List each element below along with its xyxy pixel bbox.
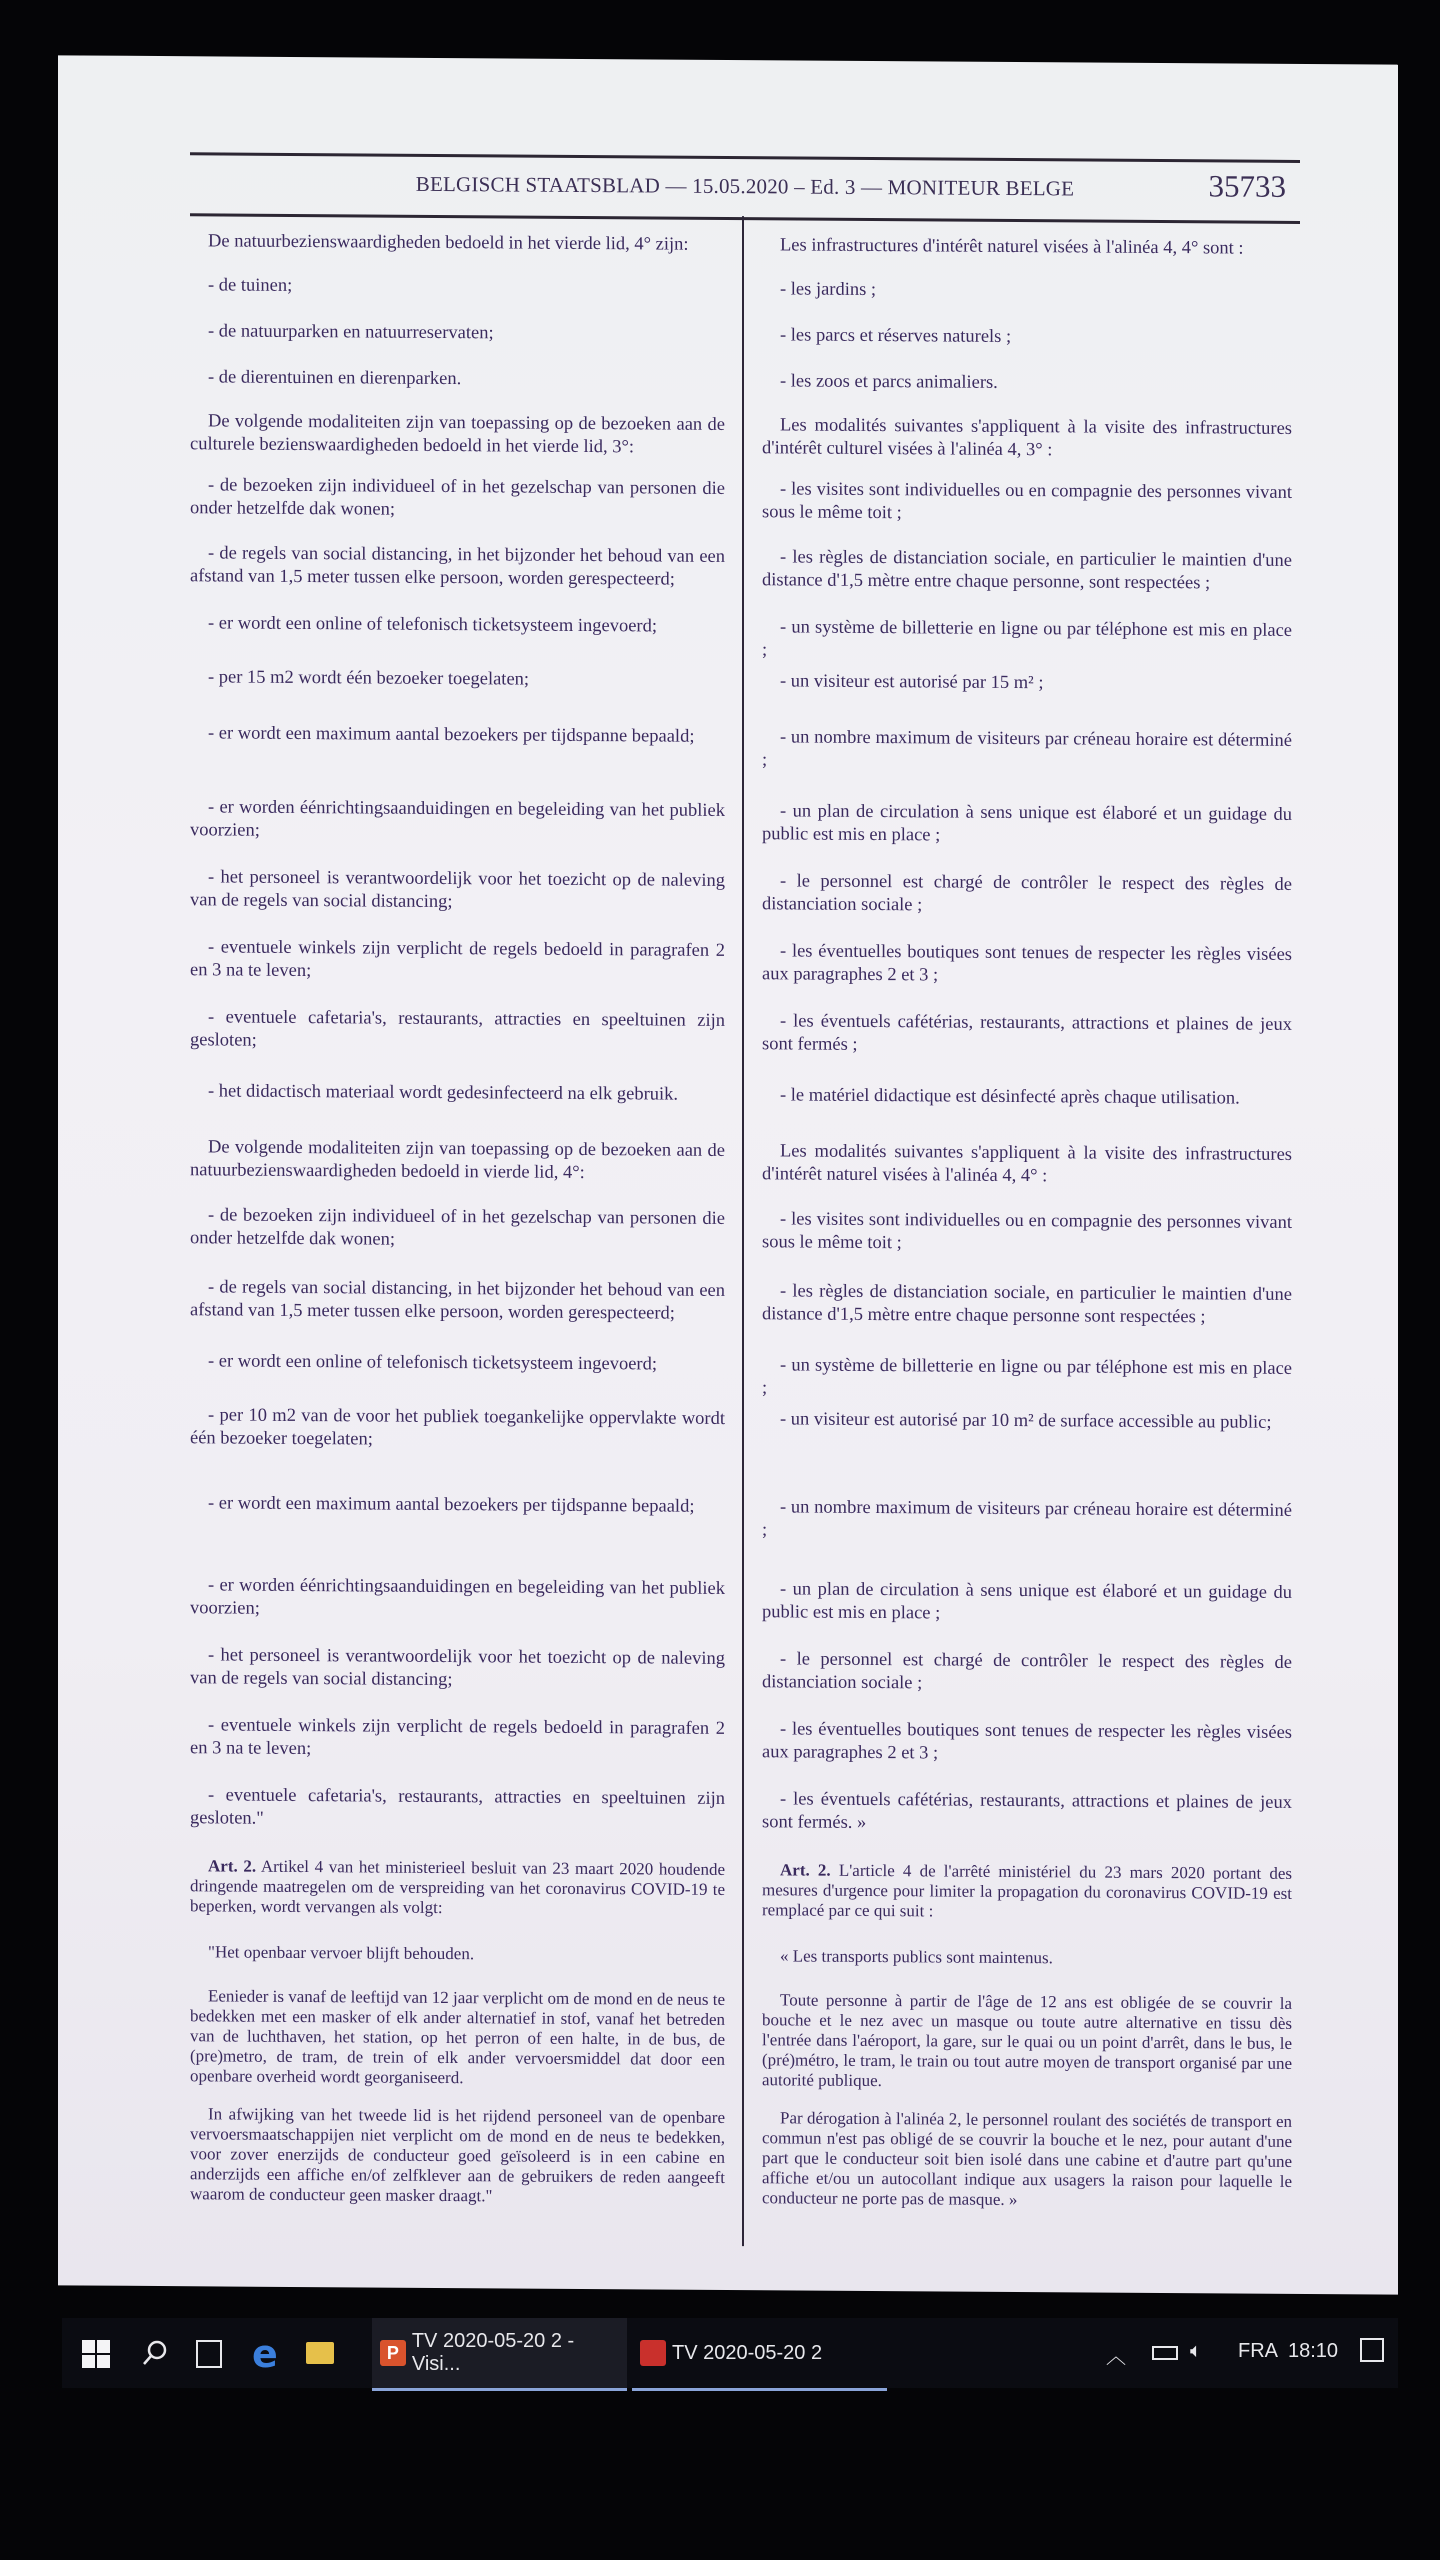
- article-label: Art. 2.: [208, 1856, 257, 1876]
- paragraph: - les jardins ;: [780, 279, 877, 301]
- paragraph: - de natuurparken en natuurreservaten;: [208, 321, 494, 344]
- paragraph: - de bezoeken zijn individueel of in het gezelschap van personen die onder hetzelfde dak wonen;: [190, 1205, 725, 1250]
- paragraph: - les éventuelles boutiques sont tenues de respecter les règles visées aux paragraphes 2 et 3 ;: [762, 941, 1292, 986]
- paragraph: - er wordt een online of telefonisch ticketsysteem ingevoerd;: [208, 613, 657, 637]
- powerpoint-icon: P: [380, 2340, 406, 2366]
- paragraph: - les zoos et parcs animaliers.: [780, 371, 998, 393]
- paragraph: - de regels van social distancing, in het bijzonder het behoud van een afstand van 1,5 meter tussen elke persoon, worden gerespecteerd;: [190, 1277, 725, 1324]
- page-header: [190, 152, 1300, 224]
- paragraph: - un plan de circulation à sens unique est élaboré et un guidage du public est mis en place ;: [762, 801, 1292, 846]
- paragraph: - er wordt een online of telefonisch ticketsysteem ingevoerd;: [208, 1351, 657, 1375]
- article-2-paragraph: [762, 1860, 1292, 1924]
- paragraph: "Het openbaar vervoer blijft behouden.: [208, 1942, 475, 1964]
- paragraph: - er wordt een maximum aantal bezoekers per tijdspanne bepaald;: [208, 723, 695, 747]
- system-tray: [1088, 2318, 1398, 2388]
- volume-icon[interactable]: 🔈︎: [1190, 2340, 1202, 2362]
- monitor-screen: [58, 55, 1398, 2294]
- paragraph: - le matériel didactique est désinfecté après chaque utilisation.: [780, 1085, 1240, 1109]
- app-icon: [640, 2340, 666, 2366]
- paragraph: Les modalités suivantes s'appliquent à la visite des infrastructures d'intérêt culturel visées à l'alinéa 4, 3° :: [762, 415, 1292, 461]
- paragraph: - un visiteur est autorisé par 10 m² de surface accessible au public;: [780, 1409, 1272, 1433]
- french-column: [762, 234, 1293, 2210]
- paragraph: - un visiteur est autorisé par 15 m² ;: [780, 671, 1044, 694]
- paragraph: - eventuele cafetaria's, restaurants, attracties en speeltuinen zijn gesloten.": [190, 1785, 725, 1829]
- edge-browser-icon[interactable]: e: [252, 2332, 278, 2376]
- article-text: Artikel 4 van het ministerieel besluit van 23 maart 2020 houdende dringende maatregelen om de verspreiding van het coronavirus COVID-19 te beperken, wordt vervangen als volgt:: [190, 1856, 726, 1918]
- paragraph: - de regels van social distancing, in het bijzonder het behoud van een afstand van 1,5 meter tussen elke persoon, worden gerespecteerd;: [190, 543, 725, 590]
- clock[interactable]: 18:10: [1288, 2340, 1339, 2362]
- taskbar-app-viewer[interactable]: [632, 2318, 887, 2391]
- file-explorer-icon[interactable]: [306, 2342, 334, 2364]
- paragraph: - un nombre maximum de visiteurs par créneau horaire est déterminé ;: [762, 727, 1292, 771]
- paragraph: - eventuele winkels zijn verplicht de regels bedoeld in paragrafen 2 en 3 na te leven;: [190, 937, 725, 982]
- paragraph: Par dérogation à l'alinéa 2, le personnel roulant des sociétés de transport en commun n'est pas obligé de se couvrir la bouche et le nez, pour autant d'une part que le conducteur soit bien isolé dans une cabine et d'autre part qu'une affiche et/ou un autocollant indique aux usagers la raison pour laquelle le conducteur ne porte pas de masque. »: [762, 2108, 1292, 2210]
- paragraph: Toute personne à partir de l'âge de 12 ans est obligée de se couvrir la bouche et le nez avec un masque ou toute autre alternative en tissu dès l'entrée dans l'aéroport, la gare, sur le quai ou un point d'arrêt, dans le bus, le (pré)métro, le tram, le train ou tout autre moyen de transport organisé par une autorité publique.: [762, 1990, 1292, 2091]
- paragraph: De volgende modaliteiten zijn van toepassing op de bezoeken aan de natuurbezienswaardigheden bedoeld in vierde lid, 4°:: [190, 1137, 725, 1183]
- taskbar-app-label: TV 2020-05-20 2: [672, 2341, 823, 2364]
- dutch-column: [190, 230, 726, 2206]
- page-number: 35733: [1208, 168, 1286, 204]
- paragraph: - per 15 m2 wordt één bezoeker toegelaten;: [208, 667, 530, 690]
- taskbar: [62, 2318, 1398, 2388]
- header-title: BELGISCH STAATSBLAD — 15.05.2020 – Ed. 3 — MONITEUR BELGE: [415, 171, 1075, 201]
- paragraph: - de dierentuinen en dierenparken.: [208, 367, 462, 390]
- language-indicator[interactable]: FRA: [1238, 2340, 1278, 2362]
- paragraph: - er worden éénrichtingsaanduidingen en begeleiding van het publiek voorzien;: [190, 1575, 725, 1619]
- paragraph: - er wordt een maximum aantal bezoekers per tijdspanne bepaald;: [208, 1493, 695, 1517]
- paragraph: - les éventuels cafétérias, restaurants, attractions et plaines de jeux sont fermés. »: [762, 1789, 1292, 1833]
- paragraph: Eenieder is vanaf de leeftijd van 12 jaar verplicht om de mond en de neus te bedekken met een masker of elk ander alternatief in stof, vanaf het betreden van de luchthaven, het station, op het perron of een halte, in de bus, de (pre)metro, de tram, de trein of elk ander vervoersmiddel dat door een openbare overheid wordt georganiseerd.: [190, 1986, 725, 2088]
- paragraph: De volgende modaliteiten zijn van toepassing op de bezoeken aan de culturele bezienswaardigheden bedoeld in het vierde lid, 3°:: [190, 411, 725, 458]
- paragraph: - les visites sont individuelles ou en compagnie des personnes vivant sous le même toit ;: [762, 479, 1292, 524]
- paragraph: - het didactisch materiaal wordt gedesinfecteerd na elk gebruik.: [208, 1081, 679, 1105]
- windows-start-icon[interactable]: [82, 2340, 110, 2368]
- paragraph: - het personeel is verantwoordelijk voor het toezicht op de naleving van de regels van social distancing;: [190, 867, 725, 913]
- paragraph: Les modalités suivantes s'appliquent à la visite des infrastructures d'intérêt naturel visées à l'alinéa 4, 4° :: [762, 1141, 1292, 1187]
- paragraph: - het personeel is verantwoordelijk voor het toezicht op de naleving van de regels van social distancing;: [190, 1645, 725, 1691]
- paragraph: In afwijking van het tweede lid is het rijdend personeel van de openbare vervoersmaatschappijen niet verplicht om de mond en de neus te bedekken, voor zover enerzijds de conducteur goed geïsoleerd is in een cabine en anderzijds een affiche en/of zelfklever aan de gebruikers de reden aangeeft waarom de conducteur geen masker draagt.": [190, 2104, 725, 2206]
- paragraph: - eventuele cafetaria's, restaurants, attracties en speeltuinen zijn gesloten;: [190, 1007, 725, 1051]
- paragraph: - er worden éénrichtingsaanduidingen en begeleiding van het publiek voorzien;: [190, 797, 725, 841]
- chevron-up-icon[interactable]: ︿: [1106, 2346, 1126, 2368]
- column-divider: [742, 216, 744, 2246]
- paragraph: - les règles de distanciation sociale, en particulier le maintien d'une distance d'1,5 mètre entre chaque personne, sont respectées ;: [762, 547, 1292, 594]
- document-page: [190, 152, 1300, 2250]
- taskbar-app-powerpoint[interactable]: [372, 2318, 627, 2391]
- paragraph: - les règles de distanciation sociale, en particulier le maintien d'une distance d'1,5 mètre entre chaque personne sont respectées ;: [762, 1281, 1292, 1328]
- task-view-icon[interactable]: [196, 2340, 222, 2368]
- paragraph: Les infrastructures d'intérêt naturel visées à l'alinéa 4, 4° sont :: [780, 235, 1244, 259]
- paragraph: - un système de billetterie en ligne ou par téléphone est mis en place ;: [762, 617, 1292, 661]
- paragraph: - les éventuelles boutiques sont tenues de respecter les règles visées aux paragraphes 2 et 3 ;: [762, 1719, 1292, 1764]
- battery-icon[interactable]: [1152, 2346, 1178, 2360]
- paragraph: - eventuele winkels zijn verplicht de regels bedoeld in paragrafen 2 en 3 na te leven;: [190, 1715, 725, 1760]
- paragraph: - un nombre maximum de visiteurs par créneau horaire est déterminé ;: [762, 1497, 1292, 1541]
- paragraph: - per 10 m2 van de voor het publiek toegankelijke oppervlakte wordt één bezoeker toegelaten;: [190, 1405, 725, 1450]
- paragraph: - un plan de circulation à sens unique est élaboré et un guidage du public est mis en place ;: [762, 1579, 1292, 1624]
- paragraph: - un système de billetterie en ligne ou par téléphone est mis en place ;: [762, 1355, 1292, 1399]
- paragraph: - de tuinen;: [208, 275, 293, 296]
- notification-icon[interactable]: [1360, 2338, 1384, 2362]
- article-text: L'article 4 de l'arrêté ministériel du 23 mars 2020 portant des mesures d'urgence pour limiter la propagation du coronavirus COVID-19 est remplacé par ce qui suit :: [762, 1860, 1293, 1921]
- paragraph: - le personnel est chargé de contrôler le respect des règles de distanciation sociale ;: [762, 871, 1292, 916]
- taskbar-app-label: TV 2020-05-20 2 - Visi...: [411, 2330, 575, 2375]
- article-2-paragraph: [190, 1856, 725, 1920]
- paragraph: « Les transports publics sont maintenus.: [780, 1946, 1053, 1968]
- paragraph: - les visites sont individuelles ou en compagnie des personnes vivant sous le même toit ;: [762, 1209, 1292, 1254]
- paragraph: - le personnel est chargé de contrôler le respect des règles de distanciation sociale ;: [762, 1649, 1292, 1694]
- article-label: Art. 2.: [780, 1860, 831, 1880]
- paragraph: - les éventuels cafétérias, restaurants, attractions et plaines de jeux sont fermés ;: [762, 1011, 1292, 1055]
- search-icon[interactable]: [140, 2338, 170, 2373]
- paragraph: - les parcs et réserves naturels ;: [780, 325, 1012, 347]
- paragraph: - de bezoeken zijn individueel of in het gezelschap van personen die onder hetzelfde dak wonen;: [190, 475, 725, 520]
- paragraph: De natuurbezienswaardigheden bedoeld in het vierde lid, 4° zijn:: [208, 231, 689, 255]
